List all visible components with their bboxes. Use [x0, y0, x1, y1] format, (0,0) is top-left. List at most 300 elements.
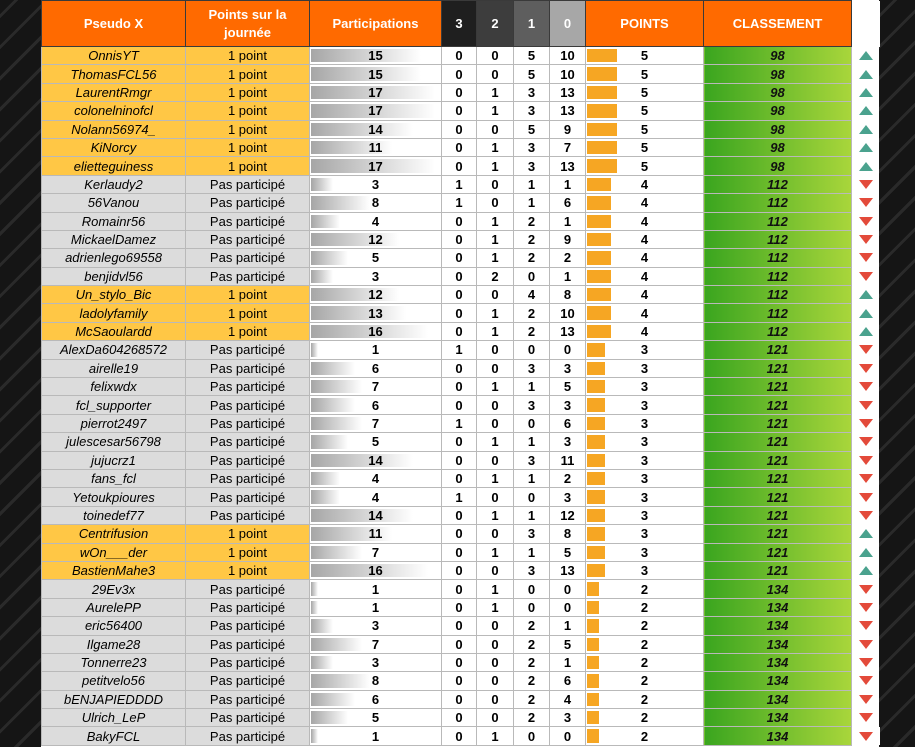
points-value: 3	[640, 379, 649, 395]
rank-cell: 98	[704, 120, 852, 138]
rank-cell: 98	[704, 47, 852, 65]
count-2-cell: 1	[477, 304, 514, 322]
header-points[interactable]: POINTS	[586, 1, 704, 47]
table-row[interactable]	[42, 635, 880, 653]
participations-cell	[310, 690, 442, 708]
player-name[interactable]: Ulrich_LeP	[42, 709, 186, 727]
points-cell	[586, 727, 704, 745]
count-2-cell: 1	[477, 727, 514, 745]
participations-cell	[310, 709, 442, 727]
points-day-cell: Pas participé	[186, 414, 310, 432]
player-name[interactable]: felixwdx	[42, 378, 186, 396]
arrow-down-icon	[859, 437, 873, 446]
participations-value: 3	[371, 655, 380, 671]
count-3-cell: 0	[442, 617, 477, 635]
trend-cell	[852, 341, 880, 359]
player-name[interactable]: Un_stylo_Bic	[42, 286, 186, 304]
player-name[interactable]: ThomasFCL56	[42, 65, 186, 83]
arrow-up-icon	[859, 125, 873, 134]
count-3-cell: 0	[442, 120, 477, 138]
count-3-cell: 0	[442, 359, 477, 377]
count-0-cell: 12	[550, 506, 586, 524]
rank-cell: 112	[704, 286, 852, 304]
points-day-cell: Pas participé	[186, 451, 310, 469]
trend-cell	[852, 83, 880, 101]
points-day-cell: Pas participé	[186, 580, 310, 598]
table-row[interactable]	[42, 175, 880, 193]
player-name[interactable]: fans_fcl	[42, 469, 186, 487]
count-1-cell: 2	[514, 230, 550, 248]
rank-cell: 121	[704, 469, 852, 487]
count-2-cell: 0	[477, 359, 514, 377]
points-cell	[586, 451, 704, 469]
player-name[interactable]: petitvelo56	[42, 672, 186, 690]
points-cell	[586, 580, 704, 598]
count-1-cell: 2	[514, 672, 550, 690]
points-day-cell: 1 point	[186, 138, 310, 156]
points-day-cell: Pas participé	[186, 690, 310, 708]
participations-value: 5	[371, 250, 380, 266]
arrow-up-icon	[859, 106, 873, 115]
count-2-cell: 0	[477, 635, 514, 653]
table-row[interactable]	[42, 230, 880, 248]
table-row[interactable]	[42, 598, 880, 616]
player-name[interactable]: adrienlego69558	[42, 249, 186, 267]
count-2-cell: 0	[477, 341, 514, 359]
player-name[interactable]: elietteguiness	[42, 157, 186, 175]
participations-cell	[310, 304, 442, 322]
rank-cell: 134	[704, 617, 852, 635]
header-count-2[interactable]: 2	[477, 1, 514, 47]
player-name[interactable]: Romainr56	[42, 212, 186, 230]
table-row[interactable]	[42, 488, 880, 506]
participations-value: 5	[371, 710, 380, 726]
count-1-cell: 1	[514, 433, 550, 451]
table-row[interactable]	[42, 249, 880, 267]
count-1-cell: 2	[514, 212, 550, 230]
count-1-cell: 0	[514, 598, 550, 616]
count-1-cell: 4	[514, 286, 550, 304]
count-3-cell: 1	[442, 175, 477, 193]
count-3-cell: 0	[442, 433, 477, 451]
table-row[interactable]	[42, 157, 880, 175]
points-value: 2	[640, 710, 649, 726]
points-cell	[586, 267, 704, 285]
count-2-cell: 0	[477, 194, 514, 212]
participations-cell	[310, 267, 442, 285]
count-3-cell: 0	[442, 378, 477, 396]
count-2-cell: 1	[477, 598, 514, 616]
count-3-cell: 0	[442, 157, 477, 175]
player-name[interactable]: Centrifusion	[42, 525, 186, 543]
points-day-cell: 1 point	[186, 47, 310, 65]
points-day-cell: Pas participé	[186, 230, 310, 248]
trend-cell	[852, 525, 880, 543]
player-name[interactable]: Yetoukpioures	[42, 488, 186, 506]
rank-cell: 98	[704, 83, 852, 101]
table-row[interactable]	[42, 267, 880, 285]
trend-cell	[852, 506, 880, 524]
table-row[interactable]	[42, 378, 880, 396]
points-value: 2	[640, 581, 649, 597]
count-2-cell: 1	[477, 506, 514, 524]
count-1-cell: 0	[514, 727, 550, 745]
header-pseudo[interactable]: Pseudo X	[42, 1, 186, 47]
table-row[interactable]	[42, 451, 880, 469]
header-participations[interactable]: Participations	[310, 1, 442, 47]
participations-cell	[310, 120, 442, 138]
points-value: 3	[640, 434, 649, 450]
player-name[interactable]: BakyFCL	[42, 727, 186, 745]
trend-cell	[852, 727, 880, 745]
arrow-down-icon	[859, 658, 873, 667]
count-1-cell: 1	[514, 378, 550, 396]
player-name[interactable]: fcl_supporter	[42, 396, 186, 414]
count-1-cell: 3	[514, 157, 550, 175]
count-1-cell: 1	[514, 506, 550, 524]
points-value: 4	[640, 176, 649, 192]
count-2-cell: 0	[477, 396, 514, 414]
count-3-cell: 0	[442, 267, 477, 285]
participations-cell	[310, 359, 442, 377]
points-day-cell: 1 point	[186, 286, 310, 304]
table-row[interactable]	[42, 469, 880, 487]
player-name[interactable]: ladolyfamily	[42, 304, 186, 322]
rank-cell: 121	[704, 359, 852, 377]
player-name[interactable]: BastienMahe3	[42, 561, 186, 579]
count-0-cell: 13	[550, 157, 586, 175]
participations-value: 13	[368, 305, 383, 321]
arrow-down-icon	[859, 217, 873, 226]
player-name[interactable]: pierrot2497	[42, 414, 186, 432]
participations-value: 14	[368, 121, 383, 137]
count-0-cell: 3	[550, 433, 586, 451]
header-rank[interactable]: CLASSEMENT	[704, 1, 852, 47]
table-row[interactable]	[42, 286, 880, 304]
trend-cell	[852, 414, 880, 432]
participations-value: 12	[368, 232, 383, 248]
table-row[interactable]	[42, 561, 880, 579]
trend-cell	[852, 212, 880, 230]
points-value: 4	[640, 287, 649, 303]
participations-value: 12	[368, 287, 383, 303]
count-2-cell: 1	[477, 157, 514, 175]
participations-cell	[310, 433, 442, 451]
player-name[interactable]: benjidvl56	[42, 267, 186, 285]
count-0-cell: 5	[550, 543, 586, 561]
participations-cell	[310, 65, 442, 83]
participations-cell	[310, 488, 442, 506]
trend-cell	[852, 653, 880, 671]
rank-cell: 112	[704, 194, 852, 212]
header-count-0[interactable]: 0	[550, 1, 586, 47]
points-cell	[586, 617, 704, 635]
arrow-down-icon	[859, 621, 873, 630]
table-row[interactable]	[42, 525, 880, 543]
arrow-down-icon	[859, 640, 873, 649]
count-1-cell: 2	[514, 690, 550, 708]
count-3-cell: 1	[442, 414, 477, 432]
participations-value: 15	[368, 48, 383, 64]
arrow-up-icon	[859, 70, 873, 79]
count-0-cell: 2	[550, 469, 586, 487]
points-cell	[586, 378, 704, 396]
count-0-cell: 6	[550, 194, 586, 212]
trend-cell	[852, 286, 880, 304]
table-row[interactable]	[42, 580, 880, 598]
player-name[interactable]: McSaoulardd	[42, 322, 186, 340]
arrow-down-icon	[859, 401, 873, 410]
participations-cell	[310, 451, 442, 469]
points-cell	[586, 506, 704, 524]
rank-cell: 121	[704, 396, 852, 414]
count-1-cell: 3	[514, 451, 550, 469]
count-2-cell: 1	[477, 102, 514, 120]
participations-cell	[310, 322, 442, 340]
count-1-cell: 2	[514, 709, 550, 727]
table-row[interactable]	[42, 414, 880, 432]
table-row[interactable]	[42, 690, 880, 708]
points-value: 4	[640, 213, 649, 229]
count-0-cell: 8	[550, 525, 586, 543]
header-points-day[interactable]: Points sur la journée	[186, 1, 310, 47]
player-name[interactable]: Tonnerre23	[42, 653, 186, 671]
points-day-cell: Pas participé	[186, 359, 310, 377]
player-name[interactable]: LaurentRmgr	[42, 83, 186, 101]
count-2-cell: 1	[477, 580, 514, 598]
table-row[interactable]	[42, 709, 880, 727]
table-row[interactable]	[42, 359, 880, 377]
participations-cell	[310, 286, 442, 304]
count-3-cell: 0	[442, 451, 477, 469]
header-count-3[interactable]: 3	[442, 1, 477, 47]
participations-value: 1	[371, 728, 380, 744]
player-name[interactable]: bENJAPIEDDDD	[42, 690, 186, 708]
points-cell	[586, 65, 704, 83]
points-cell	[586, 157, 704, 175]
player-name[interactable]: MickaelDamez	[42, 230, 186, 248]
trend-cell	[852, 451, 880, 469]
points-day-cell: 1 point	[186, 525, 310, 543]
count-3-cell: 0	[442, 635, 477, 653]
points-value: 5	[640, 121, 649, 137]
points-value: 3	[640, 416, 649, 431]
count-0-cell: 0	[550, 598, 586, 616]
table-row[interactable]	[42, 672, 880, 690]
player-name[interactable]: Ilgame28	[42, 635, 186, 653]
count-1-cell: 1	[514, 175, 550, 193]
points-cell	[586, 47, 704, 65]
player-name[interactable]: airelle19	[42, 359, 186, 377]
player-name[interactable]: OnnisYT	[42, 47, 186, 65]
count-0-cell: 13	[550, 322, 586, 340]
count-0-cell: 9	[550, 120, 586, 138]
table-row[interactable]	[42, 506, 880, 524]
participations-value: 1	[371, 581, 380, 597]
table-row[interactable]	[42, 83, 880, 101]
count-0-cell: 3	[550, 396, 586, 414]
participations-cell	[310, 157, 442, 175]
arrow-up-icon	[859, 143, 873, 152]
count-2-cell: 1	[477, 469, 514, 487]
count-2-cell: 1	[477, 322, 514, 340]
count-1-cell: 2	[514, 304, 550, 322]
rank-cell: 134	[704, 580, 852, 598]
player-name[interactable]: toinedef77	[42, 506, 186, 524]
points-value: 5	[640, 48, 649, 64]
participations-cell	[310, 506, 442, 524]
arrow-down-icon	[859, 713, 873, 722]
table-row[interactable]	[42, 433, 880, 451]
player-name[interactable]: KiNorcy	[42, 138, 186, 156]
count-3-cell: 0	[442, 525, 477, 543]
participations-value: 5	[371, 434, 380, 450]
points-value: 4	[640, 195, 649, 211]
points-cell	[586, 469, 704, 487]
count-3-cell: 0	[442, 709, 477, 727]
player-name[interactable]: julescesar56798	[42, 433, 186, 451]
rank-cell: 112	[704, 304, 852, 322]
count-3-cell: 1	[442, 341, 477, 359]
rank-cell: 121	[704, 414, 852, 432]
player-name[interactable]: Nolann56974_	[42, 120, 186, 138]
participations-cell	[310, 212, 442, 230]
table-row[interactable]	[42, 138, 880, 156]
table-row[interactable]	[42, 396, 880, 414]
points-cell	[586, 690, 704, 708]
count-2-cell: 0	[477, 709, 514, 727]
points-cell	[586, 102, 704, 120]
count-0-cell: 6	[550, 672, 586, 690]
table-row[interactable]	[42, 47, 880, 65]
rank-cell: 98	[704, 65, 852, 83]
count-3-cell: 0	[442, 543, 477, 561]
table-row[interactable]	[42, 102, 880, 120]
rank-cell: 121	[704, 451, 852, 469]
count-0-cell: 9	[550, 230, 586, 248]
player-name[interactable]: jujucrz1	[42, 451, 186, 469]
count-2-cell: 1	[477, 83, 514, 101]
count-1-cell: 1	[514, 194, 550, 212]
arrow-down-icon	[859, 253, 873, 262]
header-row	[42, 1, 880, 47]
rank-cell: 121	[704, 506, 852, 524]
count-1-cell: 1	[514, 469, 550, 487]
arrow-down-icon	[859, 732, 873, 741]
count-3-cell: 0	[442, 230, 477, 248]
points-day-cell: Pas participé	[186, 378, 310, 396]
table-row[interactable]	[42, 727, 880, 745]
count-0-cell: 0	[550, 580, 586, 598]
player-name[interactable]: colonelninofcl	[42, 102, 186, 120]
count-0-cell: 10	[550, 47, 586, 65]
arrow-up-icon	[859, 51, 873, 60]
table-row[interactable]	[42, 617, 880, 635]
count-0-cell: 1	[550, 617, 586, 635]
points-value: 5	[640, 140, 649, 156]
player-name[interactable]: eric56400	[42, 617, 186, 635]
count-0-cell: 6	[550, 414, 586, 432]
table-row[interactable]	[42, 120, 880, 138]
points-value: 2	[640, 691, 649, 707]
points-value: 3	[640, 544, 649, 560]
rank-cell: 134	[704, 690, 852, 708]
points-cell	[586, 341, 704, 359]
points-value: 3	[640, 397, 649, 413]
count-0-cell: 4	[550, 690, 586, 708]
points-cell	[586, 488, 704, 506]
count-2-cell: 0	[477, 488, 514, 506]
participations-cell	[310, 378, 442, 396]
table-row[interactable]	[42, 304, 880, 322]
points-day-cell: 1 point	[186, 543, 310, 561]
count-2-cell: 1	[477, 433, 514, 451]
table-row[interactable]	[42, 543, 880, 561]
count-0-cell: 13	[550, 102, 586, 120]
player-name[interactable]: AlexDa604268572	[42, 341, 186, 359]
participations-cell	[310, 598, 442, 616]
points-cell	[586, 304, 704, 322]
table-row[interactable]	[42, 322, 880, 340]
player-name[interactable]: 29Ev3x	[42, 580, 186, 598]
count-1-cell: 3	[514, 396, 550, 414]
trend-cell	[852, 267, 880, 285]
points-day-cell: Pas participé	[186, 212, 310, 230]
points-cell	[586, 672, 704, 690]
points-value: 3	[640, 360, 649, 376]
table-row[interactable]	[42, 653, 880, 671]
points-value: 5	[640, 158, 649, 174]
trend-cell	[852, 469, 880, 487]
rank-cell: 121	[704, 561, 852, 579]
count-2-cell: 0	[477, 690, 514, 708]
rank-cell: 134	[704, 672, 852, 690]
participations-value: 6	[371, 360, 380, 376]
count-1-cell: 0	[514, 414, 550, 432]
trend-cell	[852, 709, 880, 727]
participations-value: 7	[371, 416, 380, 431]
count-1-cell: 0	[514, 488, 550, 506]
table-row[interactable]	[42, 212, 880, 230]
arrow-down-icon	[859, 695, 873, 704]
trend-cell	[852, 543, 880, 561]
player-name[interactable]: AurelePP	[42, 598, 186, 616]
count-3-cell: 0	[442, 83, 477, 101]
rank-cell: 98	[704, 157, 852, 175]
table-row[interactable]	[42, 194, 880, 212]
player-name[interactable]: wOn___der	[42, 543, 186, 561]
arrow-down-icon	[859, 345, 873, 354]
table-row[interactable]	[42, 65, 880, 83]
count-3-cell: 0	[442, 506, 477, 524]
count-3-cell: 0	[442, 653, 477, 671]
count-2-cell: 0	[477, 653, 514, 671]
count-0-cell: 13	[550, 83, 586, 101]
points-value: 2	[640, 728, 649, 744]
header-count-1[interactable]: 1	[514, 1, 550, 47]
participations-value: 1	[371, 599, 380, 615]
points-day-cell: Pas participé	[186, 267, 310, 285]
player-name[interactable]: Kerlaudy2	[42, 175, 186, 193]
arrow-down-icon	[859, 585, 873, 594]
trend-cell	[852, 120, 880, 138]
participations-value: 15	[368, 66, 383, 82]
table-row[interactable]	[42, 341, 880, 359]
participations-value: 4	[371, 213, 380, 229]
count-3-cell: 0	[442, 561, 477, 579]
player-name[interactable]: 56Vanou	[42, 194, 186, 212]
arrow-up-icon	[859, 327, 873, 336]
